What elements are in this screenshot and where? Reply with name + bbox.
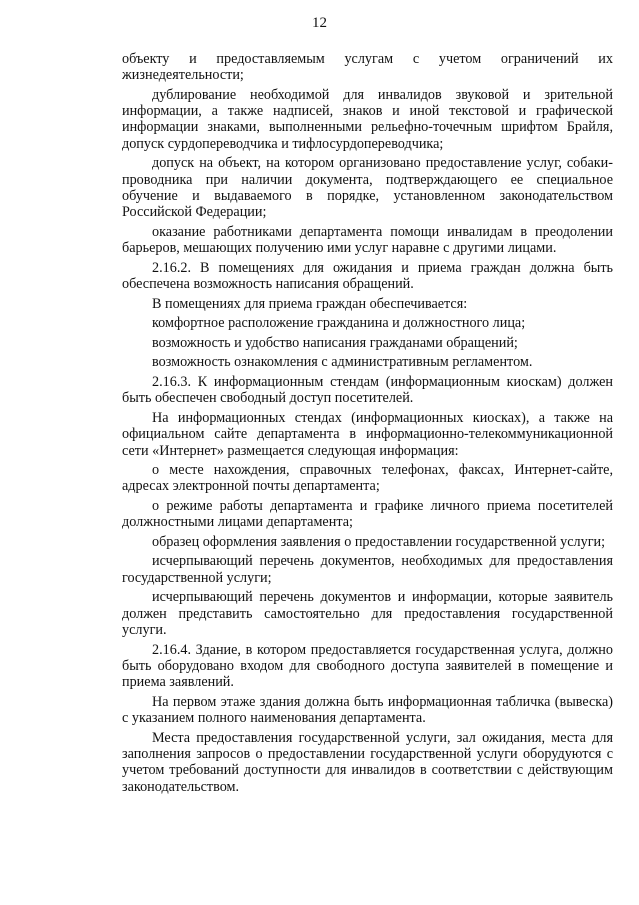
paragraph: возможность и удобство написания гражданами обращений; <box>152 334 518 351</box>
paragraph: о месте нахождения, справочных телефонах, факсах, Интернет-сайте, адресах электронной почты департамента; <box>122 462 613 495</box>
paragraph: На информационных стендах (информационных киосках), а также на официальном сайте департамента в информационно-телекоммуникационной сети «Интернет» размещается следующая информация: <box>122 409 613 459</box>
paragraph: допуск на объект, на котором организовано предоставление услуг, собаки-проводника при наличии документа, подтверждающего ее специальное обучение и выдаваемого в порядке, установленном законодательством Российской Федерации; <box>122 155 613 221</box>
paragraph: исчерпывающий перечень документов, необходимых для предоставления государственной услуги; <box>122 553 613 586</box>
paragraph: оказание работниками департамента помощи инвалидам в преодолении барьеров, мешающих получению ими услуг наравне с другими лицами. <box>122 223 613 257</box>
paragraph: В помещениях для приема граждан обеспечивается: <box>152 295 468 312</box>
page-number: 12 <box>312 15 327 31</box>
paragraph: объекту и предоставляемым услугам с учетом ограничений их жизнедеятельности; <box>122 51 613 84</box>
paragraph: дублирование необходимой для инвалидов звуковой и зрительной информации, а также надписей, знаков и иной текстовой и графической информации знаками, выполненными рельефно-точечным шрифтом Брайля, допуск сурдопереводчика и тифлосурдопереводчика; <box>122 86 613 152</box>
paragraph: 2.16.2. В помещениях для ожидания и приема граждан должна быть обеспечена возможность написания обращений. <box>122 259 613 293</box>
paragraph: Места предоставления государственной услуги, зал ожидания, места для заполнения запросов о предоставлении государственной услуги оборудуются с учетом требований доступности для инвалидов в соответствии с действующим законодательством. <box>122 729 613 795</box>
document-body <box>122 51 613 798</box>
paragraph: образец оформления заявления о предоставлении государственной услуги; <box>152 533 606 550</box>
paragraph: возможность ознакомления с административным регламентом. <box>152 354 533 371</box>
paragraph: комфортное расположение гражданина и должностного лица; <box>152 315 526 332</box>
paragraph: о режиме работы департамента и графике личного приема посетителей должностными лицами департамента; <box>122 497 613 531</box>
paragraph: 2.16.4. Здание, в котором предоставляется государственная услуга, должно быть оборудовано входом для свободного доступа заявителей в помещение и приема заявлений. <box>122 641 613 691</box>
paragraph: исчерпывающий перечень документов и информации, которые заявитель должен представить самостоятельно для предоставления государственной услуги. <box>122 589 613 638</box>
paragraph: На первом этаже здания должна быть информационная табличка (вывеска) с указанием полного наименования департамента. <box>122 693 613 727</box>
paragraph: 2.16.3. К информационным стендам (информационным киоскам) должен быть обеспечен свободный доступ посетителей. <box>122 374 613 407</box>
